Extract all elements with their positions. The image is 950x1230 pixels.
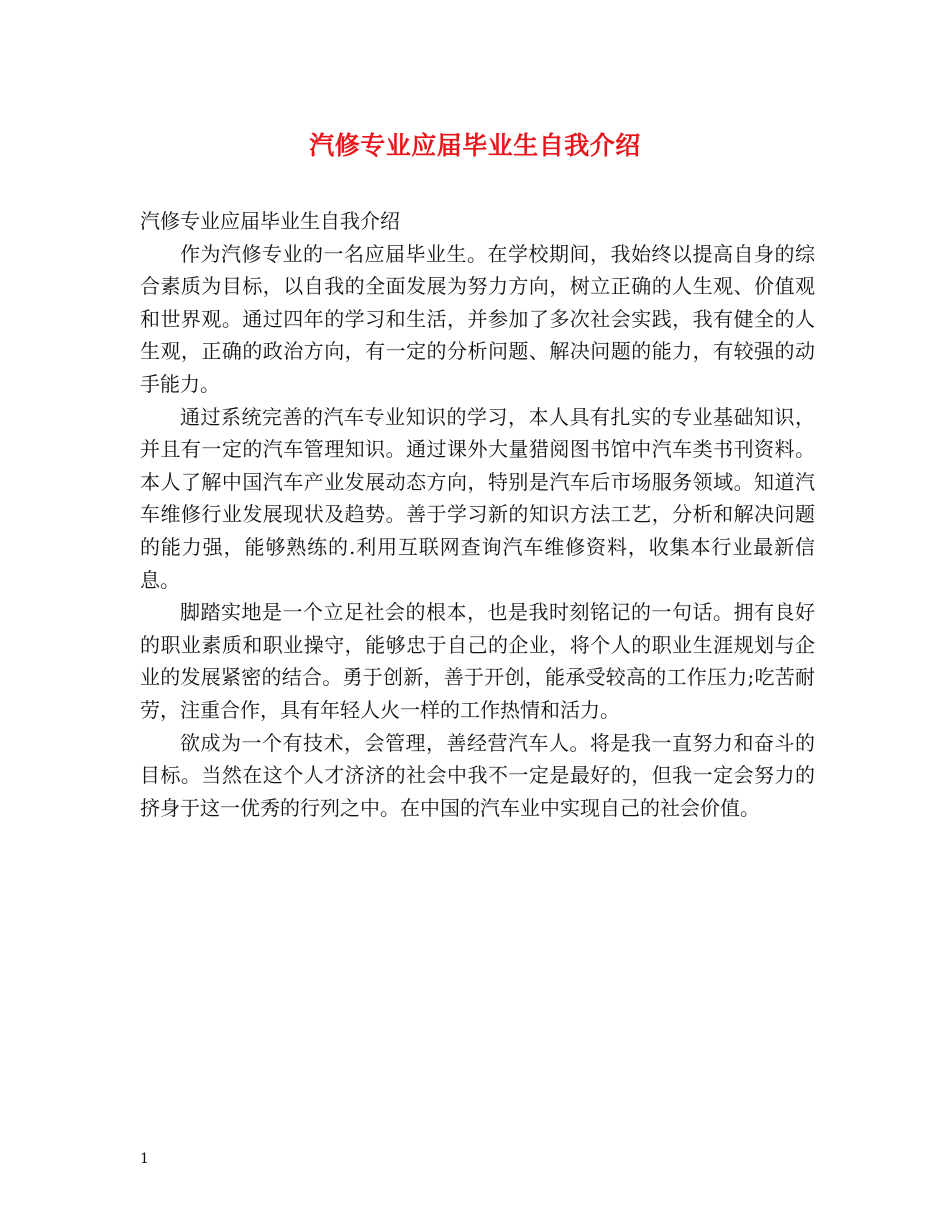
- paragraph-4: 欲成为一个有技术，会管理，善经营汽车人。将是我一直努力和奋斗的目标。当然在这个人才济济的社会中我不一定是最好的，但我一定会努力的挤身于这一优秀的行列之中。在中国的汽车业中实现自己的社会价值。: [140, 730, 815, 820]
- document-body: [140, 205, 815, 824]
- document-subtitle: 汽修专业应届毕业生自我介绍: [140, 209, 400, 233]
- document-title: 汽修专业应届毕业生自我介绍: [309, 131, 641, 160]
- paragraph-3: 脚踏实地是一个立足社会的根本，也是我时刻铭记的一句话。拥有良好的职业素质和职业操守，能够忠于自己的企业，将个人的职业生涯规划与企业的发展紧密的结合。勇于创新，善于开创，能承受较高的工作压力;吃苦耐劳，注重合作，具有年轻人火一样的工作热情和活力。: [140, 600, 815, 722]
- page-number: 1: [140, 1151, 149, 1167]
- paragraph-1: 作为汽修专业的一名应届毕业生。在学校期间，我始终以提高自身的综合素质为目标，以自我的全面发展为努力方向，树立正确的人生观、价值观和世界观。通过四年的学习和生活，并参加了多次社会实践，我有健全的人生观，正确的政治方向，有一定的分析问题、解决问题的能力，有较强的动手能力。: [140, 241, 815, 396]
- paragraph-2: 通过系统完善的汽车专业知识的学习，本人具有扎实的专业基础知识，并且有一定的汽车管理知识。通过课外大量猎阅图书馆中汽车类书刊资料。本人了解中国汽车产业发展动态方向，特别是汽车后市场服务领域。知道汽车维修行业发展现状及趋势。善于学习新的知识方法工艺，分析和解决问题的能力强，能够熟练的.利用互联网查询汽车维修资料，收集本行业最新信息。: [140, 404, 815, 592]
